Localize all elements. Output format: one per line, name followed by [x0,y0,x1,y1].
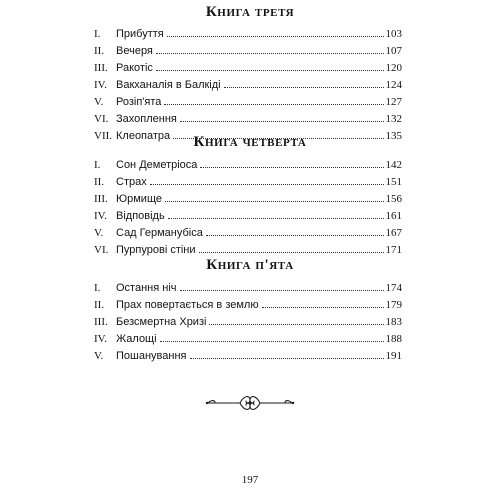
chapter-page: 127 [385,96,402,108]
dot-leader [180,121,384,122]
chapter-title: Сад Германубіса [116,227,203,239]
chapter-page: 167 [385,227,402,239]
dot-leader [165,201,384,202]
book-five-toc [94,282,402,367]
chapter-number: V. [94,350,104,362]
chapter-title: Розіп'ята [116,96,162,108]
chapter-title: Відповідь [116,210,165,222]
dot-leader [156,70,384,71]
chapter-number: II. [94,176,105,188]
page-number: 197 [241,474,259,486]
chapter-title: Пурпурові стіни [116,244,196,256]
chapter-page: 135 [385,130,402,142]
chapter-page: 188 [385,333,402,345]
book-four-toc [94,159,402,261]
chapter-number: VI. [94,244,109,256]
chapter-number: I. [94,282,101,294]
chapter-page: 151 [385,176,402,188]
chapter-title: Вечеря [116,45,153,57]
chapter-number: V. [94,96,104,108]
toc-entry [94,28,402,45]
chapter-title: Жалощі [116,333,157,345]
toc-entry [94,299,402,316]
chapter-number: II. [94,45,105,57]
chapter-title: Захоплення [116,113,177,125]
chapter-title: Вакханалія в Балкіді [116,79,221,91]
chapter-title: Пошанування [116,350,187,362]
toc-entry [94,333,402,350]
flourish-ornament-icon [200,391,300,415]
chapter-title: Ракотіс [116,62,153,74]
chapter-number: IV. [94,333,107,345]
toc-entry [94,227,402,244]
chapter-title: Страх [116,176,147,188]
chapter-number: I. [94,159,101,171]
toc-entry [94,350,402,367]
toc-entry [94,113,402,130]
chapter-number: IV. [94,79,107,91]
dot-leader [199,252,384,253]
chapter-page: 132 [385,113,402,125]
chapter-page: 179 [385,299,402,311]
dot-leader [209,324,383,325]
book-four-heading: Книга четверта [193,134,307,150]
toc-entry [94,282,402,299]
dot-leader [190,358,384,359]
chapter-page: 161 [385,210,402,222]
toc-entry [94,176,402,193]
chapter-title: Остання ніч [116,282,177,294]
book-five-heading: Книга п'ята [206,257,294,273]
toc-entry [94,159,402,176]
dot-leader [168,218,384,219]
chapter-title: Юрмище [116,193,162,205]
dot-leader [164,104,383,105]
chapter-title: Сон Деметріоса [116,159,198,171]
chapter-number: V. [94,227,104,239]
chapter-page: 124 [385,79,402,91]
chapter-page: 156 [385,193,402,205]
chapter-title: Прах повертається в землю [116,299,259,311]
chapter-page: 183 [385,316,402,328]
dot-leader [150,184,384,185]
chapter-number: II. [94,299,105,311]
dot-leader [262,307,384,308]
chapter-page: 142 [385,159,402,171]
chapter-number: III. [94,193,108,205]
dot-leader [200,167,383,168]
book-three-heading: Книга третя [205,4,295,20]
chapter-number: III. [94,316,108,328]
toc-entry [94,210,402,227]
chapter-number: III. [94,62,108,74]
chapter-title: Безсмертна Хризі [116,316,207,328]
book-three-toc [94,28,402,147]
chapter-number: I. [94,28,101,40]
chapter-number: VI. [94,113,109,125]
chapter-page: 103 [385,28,402,40]
chapter-number: IV. [94,210,107,222]
chapter-title: Клеопатра [116,130,171,142]
chapter-title: Прибуття [116,28,164,40]
dot-leader [167,36,384,37]
chapter-page: 191 [385,350,402,362]
toc-entry [94,45,402,62]
dot-leader [160,341,384,342]
chapter-page: 107 [385,45,402,57]
toc-entry [94,79,402,96]
dot-leader [180,290,384,291]
toc-entry [94,96,402,113]
chapter-number: VII. [94,130,113,142]
toc-entry [94,62,402,79]
dot-leader [206,235,384,236]
chapter-page: 171 [385,244,402,256]
toc-entry [94,316,402,333]
dot-leader [156,53,384,54]
toc-entry [94,193,402,210]
chapter-page: 174 [385,282,402,294]
chapter-page: 120 [385,62,402,74]
dot-leader [224,87,384,88]
